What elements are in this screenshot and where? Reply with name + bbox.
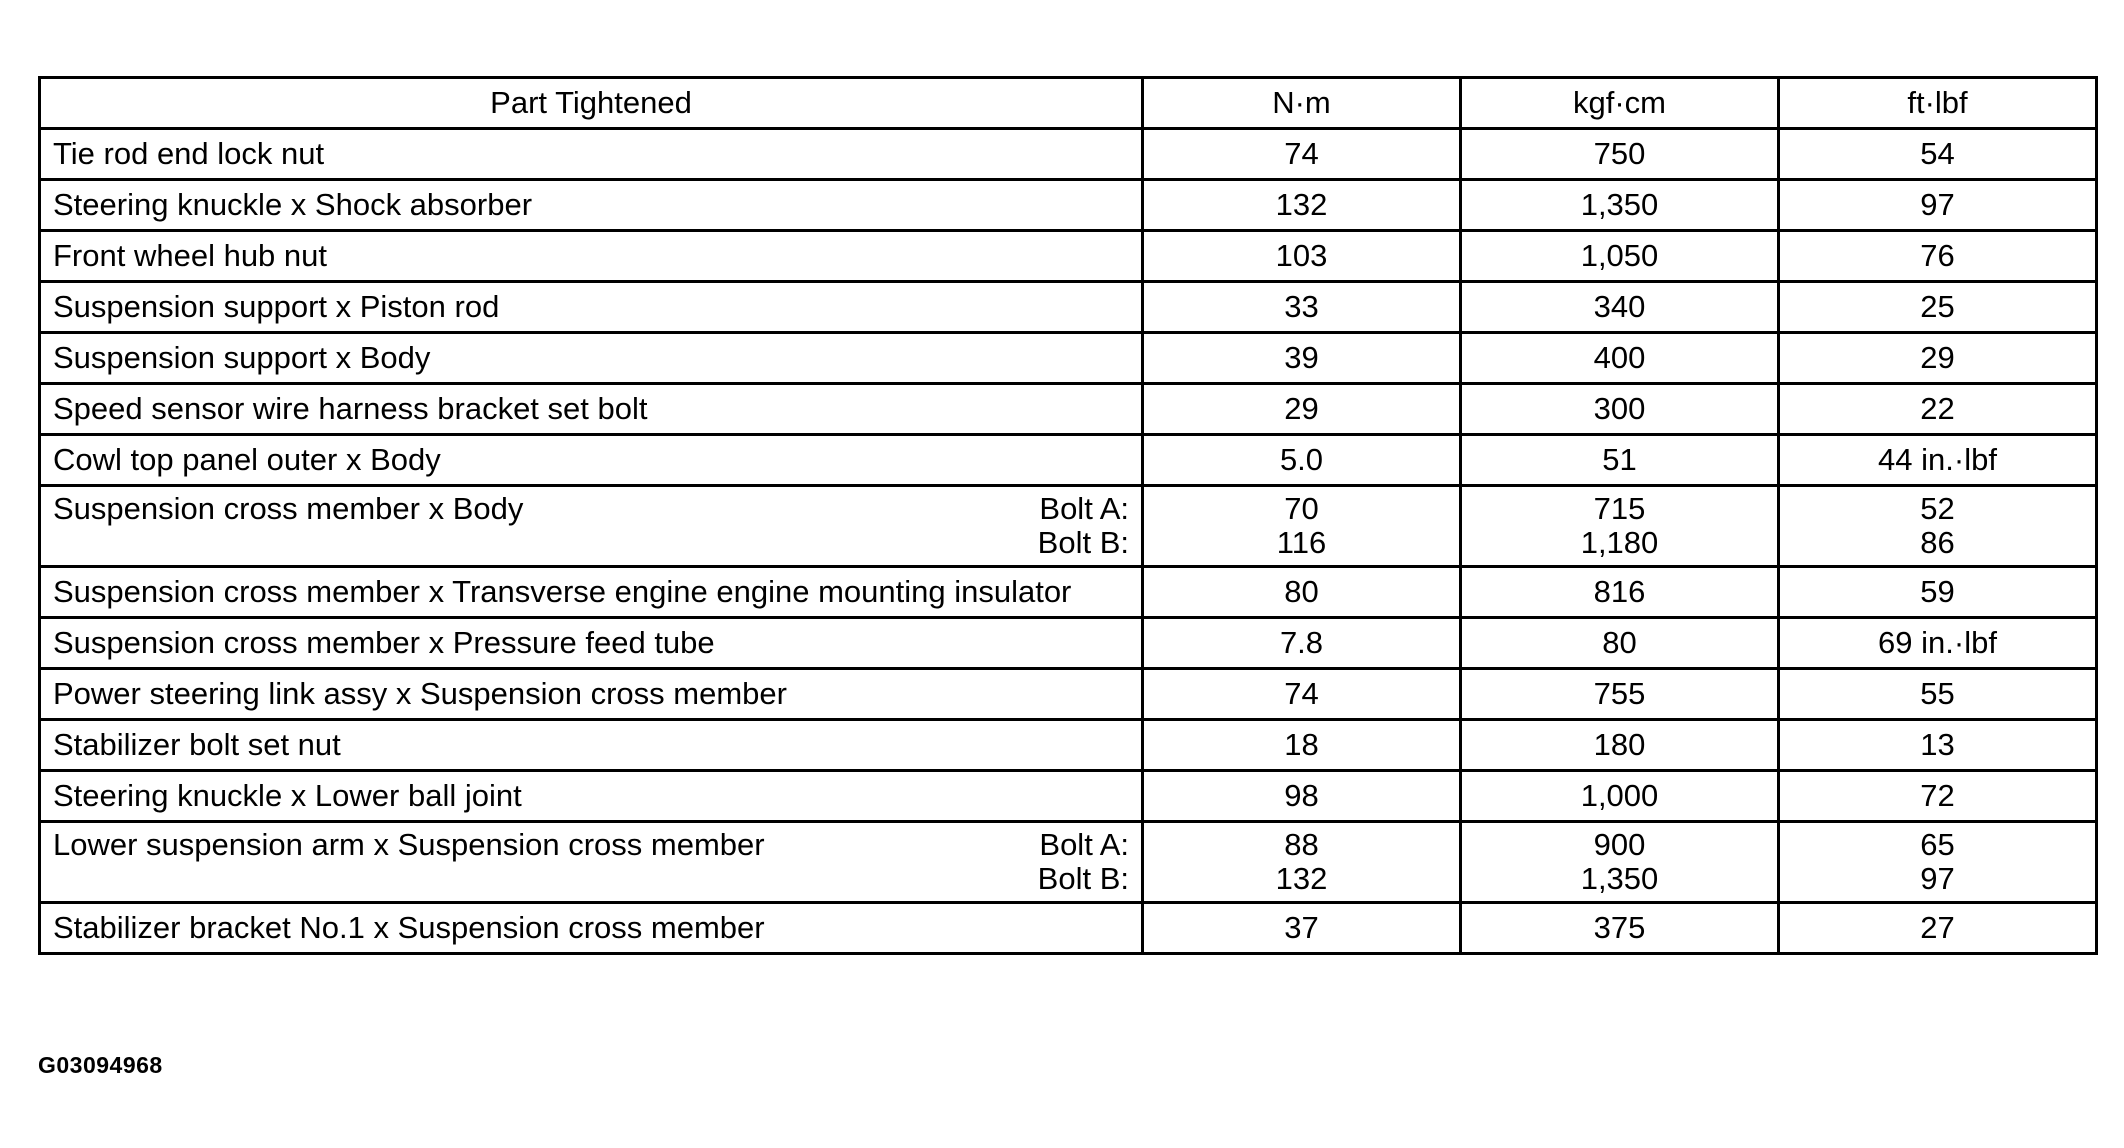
part-cell [40,822,1143,903]
bolt-a-label: Bolt A: [1039,827,1129,862]
table-row [40,720,2097,771]
kgfcm-cell: 400 [1461,333,1779,384]
bolt-b-ftlbf: 97 [1920,861,1955,896]
kgfcm-cell: 750 [1461,129,1779,180]
part-cell: Suspension cross member x Pressure feed tube [40,618,1143,669]
part-cell: Suspension cross member x Transverse engine engine mounting insulator [40,567,1143,618]
header-kgfcm: kgf·cm [1461,78,1779,129]
nm-cell: 74 [1143,669,1461,720]
kgfcm-cell: 816 [1461,567,1779,618]
header-row [40,78,2097,129]
part-cell: Steering knuckle x Shock absorber [40,180,1143,231]
bolt-b-kgfcm: 1,180 [1580,525,1659,560]
part-cell: Steering knuckle x Lower ball joint [40,771,1143,822]
bolt-b-nm: 116 [1276,525,1327,560]
table-row [40,669,2097,720]
ftlbf-cell: 55 [1779,669,2097,720]
bolt-b-label: Bolt B: [1037,861,1129,896]
part-cell: Speed sensor wire harness bracket set bolt [40,384,1143,435]
nm-cell: 29 [1143,384,1461,435]
table-row [40,567,2097,618]
nm-cell [1143,822,1461,903]
table-row-multi-bolt [40,486,2097,567]
nm-cell: 74 [1143,129,1461,180]
bolt-a-kgfcm: 900 [1593,827,1646,862]
bolt-labels [1038,492,1129,560]
ftlbf-cell: 44 in.·lbf [1779,435,2097,486]
kgfcm-cell: 1,000 [1461,771,1779,822]
part-cell: Suspension support x Body [40,333,1143,384]
header-ftlbf: ft·lbf [1779,78,2097,129]
nm-cell: 103 [1143,231,1461,282]
ftlbf-cell [1779,486,2097,567]
kgfcm-cell: 80 [1461,618,1779,669]
table-row-multi-bolt [40,822,2097,903]
bolt-a-label: Bolt A: [1039,491,1129,526]
bolt-a-kgfcm: 715 [1593,491,1646,526]
part-cell: Tie rod end lock nut [40,129,1143,180]
kgfcm-cell: 51 [1461,435,1779,486]
kgfcm-cell: 300 [1461,384,1779,435]
nm-cell: 98 [1143,771,1461,822]
part-cell: Stabilizer bracket No.1 x Suspension cross member [40,903,1143,954]
part-cell: Stabilizer bolt set nut [40,720,1143,771]
ftlbf-cell: 13 [1779,720,2097,771]
ftlbf-cell: 59 [1779,567,2097,618]
table-row [40,384,2097,435]
figure-id: G03094968 [38,1052,163,1078]
kgfcm-cell [1461,486,1779,567]
part-cell [40,486,1143,567]
part-name: Suspension cross member x Body [53,491,524,526]
nm-cell: 39 [1143,333,1461,384]
table-row [40,180,2097,231]
bolt-a-nm: 70 [1284,491,1319,526]
kgfcm-cell [1461,822,1779,903]
bolt-a-ftlbf: 52 [1920,491,1955,526]
table-row [40,618,2097,669]
table-row [40,435,2097,486]
table-row [40,129,2097,180]
part-cell: Cowl top panel outer x Body [40,435,1143,486]
kgfcm-cell: 755 [1461,669,1779,720]
ftlbf-cell: 22 [1779,384,2097,435]
table-row [40,231,2097,282]
ftlbf-cell: 97 [1779,180,2097,231]
table-row [40,333,2097,384]
ftlbf-cell: 54 [1779,129,2097,180]
table-row [40,282,2097,333]
nm-cell: 80 [1143,567,1461,618]
kgfcm-cell: 180 [1461,720,1779,771]
bolt-a-nm: 88 [1284,827,1319,862]
bolt-labels [1038,828,1129,896]
ftlbf-cell: 29 [1779,333,2097,384]
nm-cell: 132 [1143,180,1461,231]
part-name: Lower suspension arm x Suspension cross member [53,827,765,862]
ftlbf-cell: 25 [1779,282,2097,333]
bolt-b-kgfcm: 1,350 [1580,861,1659,896]
bolt-b-ftlbf: 86 [1920,525,1955,560]
nm-cell: 7.8 [1143,618,1461,669]
header-part-tightened: Part Tightened [40,78,1143,129]
nm-cell [1143,486,1461,567]
kgfcm-cell: 340 [1461,282,1779,333]
ftlbf-cell: 69 in.·lbf [1779,618,2097,669]
nm-cell: 5.0 [1143,435,1461,486]
part-cell: Front wheel hub nut [40,231,1143,282]
ftlbf-cell: 27 [1779,903,2097,954]
kgfcm-cell: 1,050 [1461,231,1779,282]
torque-spec-table [38,76,2098,955]
bolt-b-label: Bolt B: [1037,525,1129,560]
header-nm: N·m [1143,78,1461,129]
part-cell: Suspension support x Piston rod [40,282,1143,333]
table-row [40,903,2097,954]
nm-cell: 33 [1143,282,1461,333]
ftlbf-cell: 76 [1779,231,2097,282]
nm-cell: 37 [1143,903,1461,954]
kgfcm-cell: 375 [1461,903,1779,954]
bolt-b-nm: 132 [1275,861,1328,896]
table-row [40,771,2097,822]
part-cell: Power steering link assy x Suspension cross member [40,669,1143,720]
ftlbf-cell [1779,822,2097,903]
nm-cell: 18 [1143,720,1461,771]
kgfcm-cell: 1,350 [1461,180,1779,231]
ftlbf-cell: 72 [1779,771,2097,822]
bolt-a-ftlbf: 65 [1920,827,1955,862]
